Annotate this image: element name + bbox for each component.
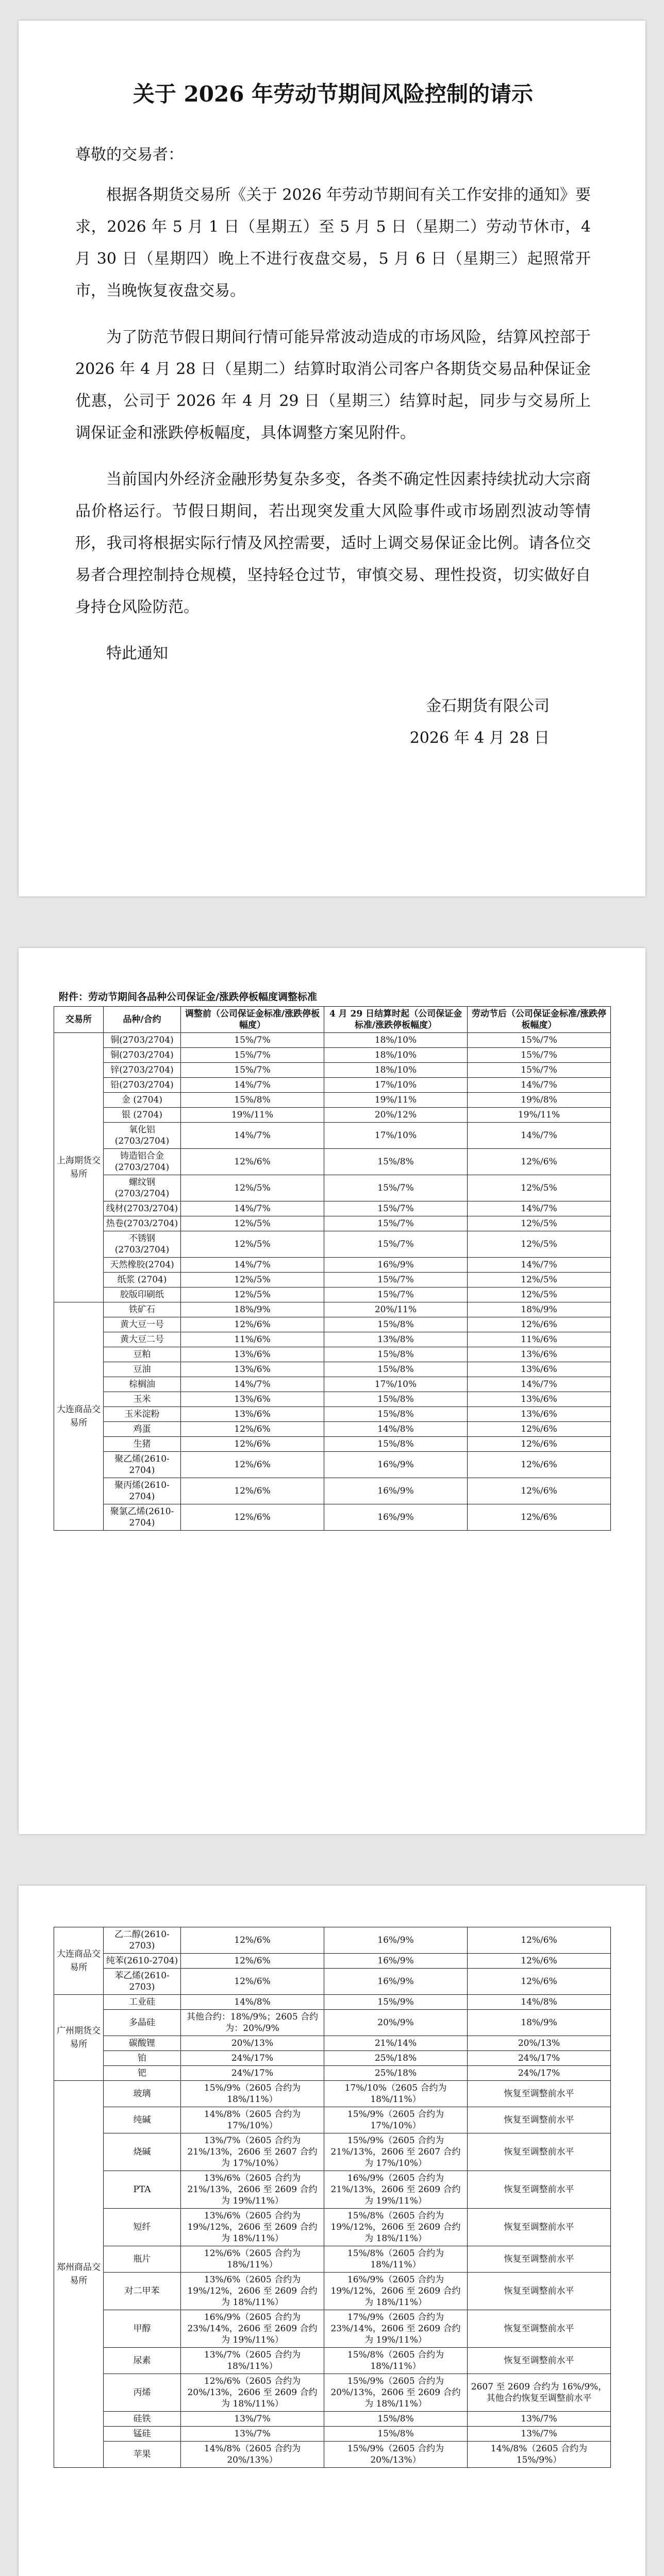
table-row [54, 2171, 611, 2209]
apr29-cell: 16%/9% [324, 1504, 468, 1531]
apr29-cell: 15%/8% [324, 1407, 468, 1422]
table-row [54, 1954, 611, 1969]
table-row [54, 2036, 611, 2051]
before-cell: 13%/6% [181, 1392, 324, 1407]
after-cell: 24%/17% [468, 2051, 611, 2066]
before-cell: 14%/7% [181, 1201, 324, 1216]
table-row [54, 1347, 611, 1362]
product-cell: 聚丙烯(2610-2704) [104, 1478, 181, 1504]
before-cell: 15%/8% [181, 1093, 324, 1108]
table-row [54, 2133, 611, 2171]
product-cell: 黄大豆二号 [104, 1332, 181, 1347]
apr29-cell: 25%/18% [324, 2066, 468, 2081]
before-cell: 12%/6%（2605 合约为 20%/13%，2606 至 2609 合约为 18%/11%） [181, 2374, 324, 2412]
company-name: 金石期货有限公司 [426, 697, 550, 715]
table-row [54, 2051, 611, 2066]
apr29-cell: 25%/18% [324, 2051, 468, 2066]
apr29-cell: 16%/9% [324, 1258, 468, 1273]
before-cell: 12%/5% [181, 1273, 324, 1287]
product-cell: 铅(2703/2704) [104, 1078, 181, 1093]
apr29-cell: 15%/8% [324, 1437, 468, 1452]
before-cell: 14%/8%（2605 合约为 20%/13%） [181, 2442, 324, 2468]
after-cell: 14%/7% [468, 1201, 611, 1216]
after-cell: 12%/6% [468, 1954, 611, 1969]
closing: 特此通知 [106, 645, 168, 663]
after-cell: 13%/6% [468, 1392, 611, 1407]
apr29-cell: 15%/8% [324, 1362, 468, 1377]
product-cell: 多晶硅 [104, 2010, 181, 2036]
table-caption: 附件：劳动节期间各品种公司保证金/涨跌停板幅度调整标准 [59, 991, 317, 1003]
before-cell: 12%/6% [181, 1149, 324, 1175]
header-product: 品种/合约 [104, 1007, 181, 1033]
product-cell: 棕榈油 [104, 1377, 181, 1392]
after-cell: 恢复至调整前水平 [468, 2246, 611, 2273]
product-cell: 工业硅 [104, 1995, 181, 2010]
apr29-cell: 21%/14% [324, 2036, 468, 2051]
apr29-cell: 19%/11% [324, 1093, 468, 1108]
product-cell: 不锈钢(2703/2704) [104, 1231, 181, 1258]
after-cell: 14%/7% [468, 1078, 611, 1093]
apr29-cell: 18%/10% [324, 1033, 468, 1048]
product-cell: 纯碱 [104, 2107, 181, 2133]
table-row [54, 1149, 611, 1175]
after-cell: 12%/6% [468, 1969, 611, 1995]
product-cell: 聚氯乙烯(2610-2704) [104, 1504, 181, 1531]
before-cell: 14%/7% [181, 1377, 324, 1392]
letter-page [19, 21, 645, 896]
after-cell: 恢复至调整前水平 [468, 2348, 611, 2374]
product-cell: 苯乙烯(2610-2703) [104, 1969, 181, 1995]
after-cell: 12%/6% [468, 1437, 611, 1452]
apr29-cell: 15%/7% [324, 1175, 468, 1201]
apr29-cell: 15%/7% [324, 1216, 468, 1231]
apr29-cell: 15%/8% [324, 1149, 468, 1175]
product-cell: 碳酸锂 [104, 2036, 181, 2051]
apr29-cell: 13%/8% [324, 1332, 468, 1347]
apr29-cell: 15%/9%（2605 合约为 20%/13%，2606 至 2609 合约为 18%/11%） [324, 2374, 468, 2412]
apr29-cell: 15%/8%（2605 合约为 19%/12%，2606 至 2609 合约为 18%/11%） [324, 2209, 468, 2246]
product-cell: 线材(2703/2704) [104, 1201, 181, 1216]
salutation: 尊敬的交易者： [75, 146, 184, 164]
product-cell: 瓶片 [104, 2246, 181, 2273]
before-cell: 13%/6%（2605 合约为 19%/12%，2606 至 2609 合约为 18%/11%） [181, 2209, 324, 2246]
after-cell: 13%/6% [468, 1347, 611, 1362]
table-row [54, 1362, 611, 1377]
table-row [54, 1258, 611, 1273]
product-cell: 生猪 [104, 1437, 181, 1452]
exchange-cell: 广州期货交易所 [54, 1995, 104, 2081]
before-cell: 14%/7% [181, 1258, 324, 1273]
after-cell: 13%/7% [468, 2427, 611, 2442]
table-row [54, 1504, 611, 1531]
table-row [54, 1287, 611, 1302]
apr29-cell: 15%/7% [324, 1231, 468, 1258]
after-cell: 13%/7% [468, 2412, 611, 2427]
table-row [54, 2081, 611, 2107]
apr29-cell: 18%/10% [324, 1063, 468, 1078]
apr29-cell: 17%/9%（2605 合约为 23%/14%，2606 至 2609 合约为 19%/11%） [324, 2310, 468, 2348]
apr29-cell: 15%/7% [324, 1201, 468, 1216]
product-cell: 玻璃 [104, 2081, 181, 2107]
product-cell: 纯苯(2610-2704) [104, 1954, 181, 1969]
product-cell: 天然橡胶(2704) [104, 1258, 181, 1273]
table-row [54, 1063, 611, 1078]
after-cell: 12%/5% [468, 1273, 611, 1287]
after-cell: 12%/6% [468, 1149, 611, 1175]
table-row [54, 2310, 611, 2348]
before-cell: 13%/7% [181, 2412, 324, 2427]
after-cell: 恢复至调整前水平 [468, 2310, 611, 2348]
after-cell: 恢复至调整前水平 [468, 2081, 611, 2107]
table-row [54, 1437, 611, 1452]
apr29-cell: 15%/9%（2605 合约为 21%/13%，2606 至 2607 合约为 17%/10%） [324, 2133, 468, 2171]
after-cell: 14%/7% [468, 1258, 611, 1273]
after-cell: 15%/7% [468, 1048, 611, 1063]
product-cell: 烧碱 [104, 2133, 181, 2171]
table-row [54, 1478, 611, 1504]
apr29-cell: 16%/9% [324, 1478, 468, 1504]
after-cell: 12%/6% [468, 1478, 611, 1504]
paragraph: 当前国内外经济金融形势复杂多变，各类不确定性因素持续扰动大宗商品价格运行。节假日期间，若出现突发重大风险事件或市场剧烈波动等情形，我司将根据实际行情及风控需要，适时上调交易保证金比例。请各位交易者合理控制持仓规模，坚持轻仓过节，审慎交易、理性投资，切实做好自身持仓风险防范。 [75, 470, 591, 616]
after-cell: 恢复至调整前水平 [468, 2273, 611, 2310]
product-cell: 尿素 [104, 2348, 181, 2374]
after-cell: 14%/8%（2605 合约为 15%/9%） [468, 2442, 611, 2468]
before-cell: 14%/8%（2605 合约为 17%/10%） [181, 2107, 324, 2133]
before-cell: 12%/6% [181, 1927, 324, 1954]
after-cell: 20%/13% [468, 2036, 611, 2051]
after-cell: 12%/6% [468, 1317, 611, 1332]
table-row [54, 1332, 611, 1347]
table-row [54, 1108, 611, 1123]
after-cell: 13%/6% [468, 1362, 611, 1377]
before-cell: 19%/11% [181, 1108, 324, 1123]
before-cell: 12%/6% [181, 1422, 324, 1437]
after-cell: 12%/6% [468, 1504, 611, 1531]
after-cell: 13%/6% [468, 1407, 611, 1422]
before-cell: 13%/6%（2605 合约为 19%/12%，2606 至 2609 合约为 18%/11%） [181, 2273, 324, 2310]
table-row [54, 1123, 611, 1149]
product-cell: PTA [104, 2171, 181, 2209]
table-row [54, 2273, 611, 2310]
before-cell: 12%/5% [181, 1216, 324, 1231]
after-cell: 12%/5% [468, 1216, 611, 1231]
before-cell: 13%/6%（2605 合约为 21%/13%，2606 至 2609 合约为 19%/11%） [181, 2171, 324, 2209]
table-row [54, 2374, 611, 2412]
after-cell: 恢复至调整前水平 [468, 2133, 611, 2171]
apr29-cell: 20%/11% [324, 1302, 468, 1317]
product-cell: 硅铁 [104, 2412, 181, 2427]
before-cell: 12%/6% [181, 1317, 324, 1332]
product-cell: 丙烯 [104, 2374, 181, 2412]
table-row [54, 1969, 611, 1995]
before-cell: 13%/6% [181, 1347, 324, 1362]
table-row [54, 1927, 611, 1954]
before-cell: 15%/7% [181, 1048, 324, 1063]
after-cell: 15%/7% [468, 1033, 611, 1048]
table-row [54, 1317, 611, 1332]
product-cell: 铂 [104, 2051, 181, 2066]
before-cell: 13%/7%（2605 合约为 18%/11%） [181, 2348, 324, 2374]
exchange-cell: 上海期货交易所 [54, 1033, 104, 1302]
before-cell: 24%/17% [181, 2066, 324, 2081]
table-row [54, 1201, 611, 1216]
header-before: 调整前（公司保证金标准/涨跌停板幅度） [181, 1007, 324, 1033]
margin-table [54, 1006, 611, 1531]
after-cell: 19%/11% [468, 1108, 611, 1123]
table-row [54, 1231, 611, 1258]
product-cell: 螺纹钢(2703/2704) [104, 1175, 181, 1201]
after-cell: 18%/9% [468, 2010, 611, 2036]
product-cell: 苹果 [104, 2442, 181, 2468]
before-cell: 15%/7% [181, 1063, 324, 1078]
before-cell: 12%/6% [181, 1478, 324, 1504]
before-cell: 15%/9%（2605 合约为 18%/11%） [181, 2081, 324, 2107]
apr29-cell: 15%/9% [324, 1995, 468, 2010]
apr29-cell: 15%/7% [324, 1273, 468, 1287]
table-row [54, 1377, 611, 1392]
after-cell: 11%/6% [468, 1332, 611, 1347]
product-cell: 锌(2703/2704) [104, 1063, 181, 1078]
product-cell: 甲醇 [104, 2310, 181, 2348]
before-cell: 12%/6% [181, 1504, 324, 1531]
product-cell: 乙二醇(2610-2703) [104, 1927, 181, 1954]
before-cell: 11%/6% [181, 1332, 324, 1347]
apr29-cell: 14%/8% [324, 1422, 468, 1437]
apr29-cell: 15%/9%（2605 合约为 17%/10%） [324, 2107, 468, 2133]
apr29-cell: 15%/8%（2605 合约为 18%/11%） [324, 2348, 468, 2374]
before-cell: 16%/9%（2605 合约为 23%/14%，2606 至 2609 合约为 19%/11%） [181, 2310, 324, 2348]
after-cell: 12%/5% [468, 1287, 611, 1302]
letter-body [75, 77, 591, 754]
before-cell: 12%/5% [181, 1287, 324, 1302]
table-row [54, 1302, 611, 1317]
before-cell: 12%/6% [181, 1437, 324, 1452]
table-row [54, 1175, 611, 1201]
after-cell: 19%/8% [468, 1093, 611, 1108]
after-cell: 12%/6% [468, 1927, 611, 1954]
apr29-cell: 15%/8% [324, 1317, 468, 1332]
exchange-cell: 大连商品交易所 [54, 1302, 104, 1531]
apr29-cell: 15%/8%（2605 合约为 18%/11%） [324, 2246, 468, 2273]
apr29-cell: 16%/9% [324, 1452, 468, 1478]
product-cell: 钯 [104, 2066, 181, 2081]
product-cell: 热卷(2703/2704) [104, 1216, 181, 1231]
table-row [54, 2427, 611, 2442]
table-row [54, 1995, 611, 2010]
before-cell: 12%/5% [181, 1175, 324, 1201]
before-cell: 14%/8% [181, 1995, 324, 2010]
after-cell: 12%/6% [468, 1422, 611, 1437]
product-cell: 对二甲苯 [104, 2273, 181, 2310]
after-cell: 18%/9% [468, 1302, 611, 1317]
product-cell: 金 (2704) [104, 1093, 181, 1108]
apr29-cell: 20%/9% [324, 2010, 468, 2036]
table-page-1 [19, 948, 645, 1834]
apr29-cell: 16%/9% [324, 1954, 468, 1969]
product-cell: 豆油 [104, 1362, 181, 1377]
table-row [54, 1048, 611, 1063]
product-cell: 纸浆 (2704) [104, 1273, 181, 1287]
product-cell: 铜(2703/2704) [104, 1033, 181, 1048]
product-cell: 鸡蛋 [104, 1422, 181, 1437]
table-row [54, 2107, 611, 2133]
after-cell: 12%/5% [468, 1175, 611, 1201]
apr29-cell: 20%/12% [324, 1108, 468, 1123]
apr29-cell: 17%/10%（2605 合约为 18%/11%） [324, 2081, 468, 2107]
table-row [54, 1216, 611, 1231]
after-cell: 14%/8% [468, 1995, 611, 2010]
table-row [54, 2442, 611, 2468]
before-cell: 12%/6% [181, 1452, 324, 1478]
before-cell: 20%/13% [181, 2036, 324, 2051]
table-row [54, 2066, 611, 2081]
product-cell: 铸造铝合金(2703/2704) [104, 1149, 181, 1175]
product-cell: 聚乙烯(2610-2704) [104, 1452, 181, 1478]
apr29-cell: 16%/9%（2605 合约为 19%/12%，2606 至 2609 合约为 18%/11%） [324, 2273, 468, 2310]
table-row [54, 1392, 611, 1407]
apr29-cell: 15%/8% [324, 2427, 468, 2442]
header-after: 劳动节后（公司保证金标准/涨跌停板幅度） [468, 1007, 611, 1033]
table-row [54, 1407, 611, 1422]
table-row [54, 2209, 611, 2246]
table-row [54, 2010, 611, 2036]
before-cell: 其他合约：18%/9%；2605 合约为：20%/9% [181, 2010, 324, 2036]
after-cell: 恢复至调整前水平 [468, 2171, 611, 2209]
before-cell: 13%/6% [181, 1407, 324, 1422]
apr29-cell: 16%/9%（2605 合约为 21%/13%，2606 至 2609 合约为 19%/11%） [324, 2171, 468, 2209]
after-cell: 14%/7% [468, 1377, 611, 1392]
apr29-cell: 15%/8% [324, 1392, 468, 1407]
exchange-cell: 大连商品交易所 [54, 1927, 104, 1995]
product-cell: 豆粕 [104, 1347, 181, 1362]
apr29-cell: 18%/10% [324, 1048, 468, 1063]
table-row [54, 1273, 611, 1287]
table-row [54, 1078, 611, 1093]
apr29-cell: 15%/8% [324, 1347, 468, 1362]
exchange-cell: 郑州商品交易所 [54, 2081, 104, 2468]
apr29-cell: 17%/10% [324, 1377, 468, 1392]
table-row [54, 2412, 611, 2427]
table-row [54, 2246, 611, 2273]
before-cell: 14%/7% [181, 1123, 324, 1149]
paragraph: 为了防范节假日期间行情可能异常波动造成的市场风险，结算风控部于 2026 年 4 月 28 日（星期二）结算时取消公司客户各期货交易品种保证金优惠，公司于 2026 年 4 月 29 日（星期三）结算时起，同步与交易所上调保证金和涨跌停板幅度，具体调整方案见附件。 [75, 328, 591, 442]
after-cell: 2607 至 2609 合约为 16%/9%，其他合约恢复至调整前水平 [468, 2374, 611, 2412]
table-row [54, 1422, 611, 1437]
product-cell: 短纤 [104, 2209, 181, 2246]
product-cell: 铜(2703/2704) [104, 1048, 181, 1063]
product-cell: 黄大豆一号 [104, 1317, 181, 1332]
product-cell: 玉米淀粉 [104, 1407, 181, 1422]
apr29-cell: 15%/9%（2605 合约为 20%/13%） [324, 2442, 468, 2468]
before-cell: 14%/7% [181, 1078, 324, 1093]
after-cell: 恢复至调整前水平 [468, 2209, 611, 2246]
before-cell: 24%/17% [181, 2051, 324, 2066]
before-cell: 12%/6% [181, 1969, 324, 1995]
after-cell: 12%/6% [468, 1452, 611, 1478]
letter-date: 2026 年 4 月 28 日 [409, 729, 550, 747]
product-cell: 胶版印刷纸 [104, 1287, 181, 1302]
before-cell: 13%/6% [181, 1362, 324, 1377]
table-row [54, 1093, 611, 1108]
header-exchange: 交易所 [54, 1007, 104, 1033]
table-row [54, 1452, 611, 1478]
table-row [54, 2348, 611, 2374]
before-cell: 15%/7% [181, 1033, 324, 1048]
apr29-cell: 15%/7% [324, 1287, 468, 1302]
letter-title: 关于 2026 年劳动节期间风险控制的请示 [132, 81, 534, 107]
after-cell: 14%/7% [468, 1123, 611, 1149]
margin-table [54, 1927, 611, 2468]
table-row [54, 1033, 611, 1048]
product-cell: 氧化铝(2703/2704) [104, 1123, 181, 1149]
table-page-2 [19, 1886, 645, 2576]
after-cell: 12%/5% [468, 1231, 611, 1258]
before-cell: 13%/7%（2605 合约为 21%/13%，2606 至 2607 合约为 17%/10%） [181, 2133, 324, 2171]
apr29-cell: 16%/9% [324, 1969, 468, 1995]
product-cell: 玉米 [104, 1392, 181, 1407]
before-cell: 12%/6% [181, 1954, 324, 1969]
before-cell: 18%/9% [181, 1302, 324, 1317]
apr29-cell: 16%/9% [324, 1927, 468, 1954]
paragraph: 根据各期货交易所《关于 2026 年劳动节期间有关工作安排的通知》要求，2026 年 5 月 1 日（星期五）至 5 月 5 日（星期二）劳动节休市，4 月 30 日（星期四）晚上不进行夜盘交易，5 月 6 日（星期三）起照常开市，当晚恢复夜盘交易。 [75, 186, 591, 300]
after-cell: 恢复至调整前水平 [468, 2107, 611, 2133]
before-cell: 12%/6%（2605 合约为 18%/11%） [181, 2246, 324, 2273]
product-cell: 锰硅 [104, 2427, 181, 2442]
after-cell: 15%/7% [468, 1063, 611, 1078]
before-cell: 12%/5% [181, 1231, 324, 1258]
apr29-cell: 17%/10% [324, 1123, 468, 1149]
product-cell: 铁矿石 [104, 1302, 181, 1317]
after-cell: 24%/17% [468, 2066, 611, 2081]
apr29-cell: 15%/8% [324, 2412, 468, 2427]
before-cell: 13%/7% [181, 2427, 324, 2442]
header-apr29: 4 月 29 日结算时起（公司保证金标准/涨跌停板幅度） [324, 1007, 468, 1033]
apr29-cell: 17%/10% [324, 1078, 468, 1093]
product-cell: 银 (2704) [104, 1108, 181, 1123]
